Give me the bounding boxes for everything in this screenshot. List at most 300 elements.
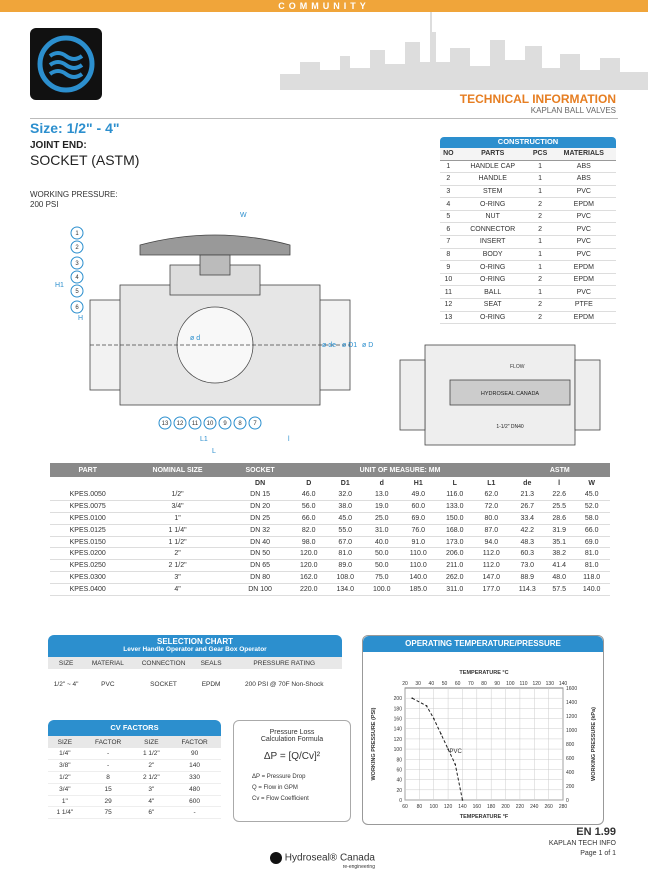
dims-cell: 94.0: [473, 536, 510, 548]
dims-cell: KPES.0400: [50, 583, 125, 595]
cv-cell: -: [82, 760, 135, 772]
dims-cell: 81.0: [573, 548, 610, 560]
col-unit: UNIT OF MEASURE: MM: [290, 463, 509, 477]
dims-cell: 38.2: [545, 548, 573, 560]
dims-cell: 67.0: [327, 536, 364, 548]
x-tick-label: 100: [429, 804, 438, 810]
y-right-tick-label: 600: [566, 756, 575, 762]
valve-top-view: [395, 340, 605, 450]
chart-title: OPERATING TEMPERATURE/PRESSURE: [363, 636, 603, 652]
dims-cell: 50.0: [364, 548, 401, 560]
working-pressure-label: WORKING PRESSURE:: [30, 190, 118, 199]
dims-cell: 118.0: [573, 572, 610, 584]
cv-cell: 29: [82, 795, 135, 807]
construction-cell: PVC: [552, 223, 616, 236]
cv-cell: 2": [134, 760, 168, 772]
formula-line-3: Cv = Flow Coefficient: [252, 796, 309, 802]
dims-cell: 110.0: [400, 548, 437, 560]
dims-cell: 185.0: [400, 583, 437, 595]
dims-cell: 91.0: [400, 536, 437, 548]
dims-cell: 134.0: [327, 583, 364, 595]
dims-cell: 31.0: [364, 524, 401, 536]
construction-cell: HANDLE CAP: [457, 160, 529, 173]
dims-cell: 140.0: [400, 572, 437, 584]
dims-cell: DN 50: [230, 548, 291, 560]
x-tick-label: 80: [416, 804, 423, 810]
cv-col-factor2: FACTOR: [168, 736, 221, 748]
dims-cell: 81.0: [327, 548, 364, 560]
dims-row: [50, 560, 610, 572]
construction-cell: INSERT: [457, 236, 529, 249]
cv-cell: 480: [168, 783, 221, 795]
construction-title: CONSTRUCTION: [440, 137, 616, 148]
cv-cell: 1/2": [48, 772, 82, 784]
cv-row: [48, 760, 221, 772]
dims-row: [50, 524, 610, 536]
callout-number: 3: [75, 261, 79, 267]
dims-row: [50, 572, 610, 584]
construction-cell: EPDM: [552, 311, 616, 324]
series-point: [462, 799, 464, 801]
dims-subheader: L1: [473, 477, 510, 489]
dims-cell: 1 1/4": [125, 524, 229, 536]
cv-col-size: SIZE: [48, 736, 82, 748]
y-right-tick-label: 400: [566, 770, 575, 776]
dim-label-w: W: [240, 212, 247, 219]
temp-pressure-chart: [362, 635, 604, 825]
series-point: [440, 733, 442, 735]
joint-end-value: SOCKET (ASTM): [30, 152, 140, 168]
size-range: Size: 1/2" - 4": [30, 120, 120, 136]
dims-cell: 33.4: [510, 513, 545, 525]
dim-label-d: ø d: [190, 335, 201, 342]
construction-cell: O-RING: [457, 261, 529, 274]
flow-text: FLOW: [510, 364, 525, 370]
construction-cell: PTFE: [552, 299, 616, 312]
construction-cell: STEM: [457, 185, 529, 198]
dims-cell: KPES.0300: [50, 572, 125, 584]
x-top-tick-label: 100: [506, 681, 515, 687]
dims-cell: 108.0: [327, 572, 364, 584]
dim-label-h: H: [78, 315, 84, 322]
cv-row: [48, 783, 221, 795]
y-tick-label: 160: [393, 716, 402, 723]
callout-number: 8: [238, 421, 242, 427]
x-tick-label: 160: [472, 804, 481, 810]
construction-row: [440, 261, 616, 274]
construction-cell: EPDM: [552, 261, 616, 274]
dims-cell: 32.0: [327, 489, 364, 501]
construction-cell: 1: [529, 236, 552, 249]
dims-cell: 80.0: [473, 513, 510, 525]
dims-cell: 100.0: [364, 583, 401, 595]
x-tick-label: 120: [443, 804, 453, 810]
cv-cell: 3/4": [48, 783, 82, 795]
y-tick-label: 80: [396, 757, 402, 764]
col-materials: MATERIALS: [552, 148, 616, 160]
construction-row: [440, 223, 616, 236]
callout-number: 11: [191, 421, 199, 427]
x-tick-label: 260: [544, 804, 553, 810]
dims-cell: 220.0: [290, 583, 327, 595]
page-number: Page 1 of 1: [580, 850, 616, 857]
dims-subheader: de: [510, 477, 545, 489]
cv-cell: 330: [168, 772, 221, 784]
construction-cell: 1: [529, 173, 552, 186]
dims-cell: 52.0: [573, 501, 610, 513]
dims-cell: 88.9: [510, 572, 545, 584]
cv-factors: [48, 720, 221, 819]
y-right-tick-label: 200: [566, 784, 575, 790]
dims-cell: DN 65: [230, 560, 291, 572]
y-tick-label: 20: [396, 787, 402, 794]
dims-cell: 50.0: [364, 560, 401, 572]
dims-cell: KPES.0050: [50, 489, 125, 501]
col-pcs: PCS: [529, 148, 552, 160]
dims-cell: 1 1/2": [125, 536, 229, 548]
pressure-loss-formula: [233, 720, 351, 822]
brand-stamp: HYDROSEAL CANADA: [480, 391, 540, 397]
x-tick-label: 180: [487, 804, 496, 810]
dims-cell: 45.0: [573, 489, 610, 501]
construction-row: [440, 173, 616, 186]
dims-subheader: D1: [327, 477, 364, 489]
series-point: [411, 697, 413, 699]
construction-cell: ABS: [552, 173, 616, 186]
callout-number: 12: [176, 421, 184, 427]
cv-cell: 3/8": [48, 760, 82, 772]
dims-cell: 311.0: [437, 583, 474, 595]
callout-number: 2: [75, 245, 79, 251]
dims-cell: KPES.0100: [50, 513, 125, 525]
dims-cell: 168.0: [437, 524, 474, 536]
x-tick-label: 200: [501, 804, 510, 810]
brand-logo: [30, 28, 102, 100]
dims-cell: 25.0: [364, 513, 401, 525]
dims-cell: 150.0: [437, 513, 474, 525]
construction-cell: 1: [529, 248, 552, 261]
construction-cell: BALL: [457, 286, 529, 299]
sel-col-connection: CONNECTION: [131, 657, 195, 669]
sel-col-pressure: PRESSURE RATING: [227, 657, 343, 669]
dims-subheader: d: [364, 477, 401, 489]
x-tick-label: 240: [530, 804, 539, 810]
dims-cell: 112.0: [473, 560, 510, 572]
construction-cell: 1: [529, 261, 552, 274]
x-top-tick-label: 20: [402, 681, 408, 687]
doc-info: KAPLAN TECH INFO: [548, 840, 616, 847]
dims-cell: 87.0: [473, 524, 510, 536]
selection-subtitle: Lever Handle Operator and Gear Box Operator: [123, 646, 267, 653]
cv-cell: 600: [168, 795, 221, 807]
dims-cell: 206.0: [437, 548, 474, 560]
valve-section-drawing: [50, 205, 380, 455]
construction-row: [440, 311, 616, 324]
footer-brand-text: Hydroseal® Canada: [284, 852, 375, 864]
dims-cell: 2": [125, 548, 229, 560]
y-tick-label: 100: [393, 747, 402, 754]
footer-tagline: re-engineering: [342, 864, 375, 870]
sel-size: 1/2" ~ 4": [53, 680, 79, 688]
cv-col-factor: FACTOR: [82, 736, 135, 748]
dims-cell: 120.0: [290, 548, 327, 560]
dims-cell: 55.0: [327, 524, 364, 536]
x-tick-label: 140: [458, 804, 467, 810]
dims-cell: 2 1/2": [125, 560, 229, 572]
dims-row: [50, 513, 610, 525]
joint-end-label: JOINT END:: [30, 140, 87, 151]
sel-pressure: 200 PSI @ 70F Non-Shock: [245, 680, 324, 688]
x-top-tick-label: 50: [441, 681, 448, 687]
construction-cell: 2: [440, 173, 457, 186]
formula-line-1: ΔP = Pressure Drop: [252, 774, 306, 780]
cv-cell: 6": [134, 807, 168, 819]
dims-cell: 42.2: [510, 524, 545, 536]
dims-cell: 69.0: [400, 513, 437, 525]
dims-cell: 177.0: [473, 583, 510, 595]
construction-row: [440, 248, 616, 261]
footer-brand: [270, 852, 375, 870]
dims-cell: DN 25: [230, 513, 291, 525]
construction-cell: 6: [440, 223, 457, 236]
dims-cell: 60.0: [400, 501, 437, 513]
dims-cell: 1/2": [125, 489, 229, 501]
x-top-tick-label: 80: [481, 681, 487, 687]
construction-cell: 1: [529, 160, 552, 173]
dims-cell: 1": [125, 513, 229, 525]
y-tick-label: 180: [393, 706, 402, 713]
cv-cell: -: [82, 748, 135, 760]
dims-cell: 81.0: [573, 560, 610, 572]
dims-cell: 58.0: [573, 513, 610, 525]
page-title: TECHNICAL INFORMATION: [459, 92, 616, 106]
dims-cell: 60.3: [510, 548, 545, 560]
sel-connection: SOCKET: [150, 680, 177, 688]
cv-cell: 1": [48, 795, 82, 807]
col-nominal: NOMINAL SIZE: [125, 463, 229, 477]
dims-cell: 31.9: [545, 524, 573, 536]
construction-cell: 2: [529, 210, 552, 223]
cv-cell: 90: [168, 748, 221, 760]
dims-cell: KPES.0250: [50, 560, 125, 572]
cv-cell: -: [168, 807, 221, 819]
dims-subheader: L: [437, 477, 474, 489]
construction-cell: 2: [529, 311, 552, 324]
x-tick-label: 60: [402, 804, 408, 810]
selection-title: SELECTION CHART: [157, 637, 233, 646]
x-top-tick-label: 70: [468, 681, 474, 687]
x-top-tick-label: 140: [558, 681, 568, 687]
formula-line-2: Q = Flow in GPM: [252, 785, 298, 791]
sel-col-seals: SEALS: [196, 657, 227, 669]
chart-svg: [363, 652, 603, 824]
y-axis-label: WORKING PRESSURE (PSI): [371, 707, 377, 781]
construction-cell: 7: [440, 236, 457, 249]
y-tick-label: 0: [399, 798, 402, 804]
series-point: [433, 718, 435, 720]
construction-cell: ABS: [552, 160, 616, 173]
dims-subheader: W: [573, 477, 610, 489]
dims-cell: 48.0: [545, 572, 573, 584]
y-tick-label: 60: [396, 767, 402, 774]
dims-cell: 56.0: [290, 501, 327, 513]
y-tick-label: 140: [393, 726, 402, 733]
dims-subheader: l: [545, 477, 573, 489]
construction-cell: 5: [440, 210, 457, 223]
y-right-axis-label: WORKING PRESSURE (kPa): [591, 707, 597, 781]
series-point: [454, 764, 456, 766]
cv-cell: 8: [82, 772, 135, 784]
construction-cell: 13: [440, 311, 457, 324]
size-stamp: 1-1/2" DN40: [496, 424, 524, 430]
construction-cell: 2: [529, 223, 552, 236]
construction-cell: 8: [440, 248, 457, 261]
callout-number: 4: [75, 275, 79, 281]
y-right-tick-label: 1400: [566, 700, 578, 706]
cv-cell: 2 1/2": [134, 772, 168, 784]
dims-cell: 21.3: [510, 489, 545, 501]
dims-cell: DN 100: [230, 583, 291, 595]
construction-cell: BODY: [457, 248, 529, 261]
x-top-tick-label: 120: [532, 681, 541, 687]
dims-cell: 112.0: [473, 548, 510, 560]
x-top-tick-label: 30: [415, 681, 421, 687]
dims-cell: 57.5: [545, 583, 573, 595]
dims-cell: DN 15: [230, 489, 291, 501]
dims-cell: 69.0: [573, 536, 610, 548]
dims-cell: DN 80: [230, 572, 291, 584]
construction-cell: O-RING: [457, 273, 529, 286]
dims-row: [50, 501, 610, 513]
col-part: PART: [50, 463, 125, 477]
construction-cell: 10: [440, 273, 457, 286]
dims-cell: 4": [125, 583, 229, 595]
construction-cell: EPDM: [552, 273, 616, 286]
construction-cell: CONNECTOR: [457, 223, 529, 236]
construction-cell: EPDM: [552, 198, 616, 211]
col-no: NO: [440, 148, 457, 160]
construction-row: [440, 198, 616, 211]
dims-cell: 211.0: [437, 560, 474, 572]
dims-subheader: DN: [230, 477, 291, 489]
dims-subheader: H1: [400, 477, 437, 489]
dims-cell: 89.0: [327, 560, 364, 572]
cv-cell: 1/4": [48, 748, 82, 760]
cv-row: [48, 748, 221, 760]
dims-cell: 114.3: [510, 583, 545, 595]
x-top-tick-label: 60: [454, 681, 461, 687]
y-tick-label: 200: [393, 696, 402, 703]
x-top-tick-label: 90: [494, 681, 500, 687]
dim-label-l-small: l: [288, 436, 290, 443]
dims-cell: KPES.0200: [50, 548, 125, 560]
dims-subheader: D: [290, 477, 327, 489]
y-tick-label: 40: [396, 777, 402, 784]
construction-cell: 1: [440, 160, 457, 173]
construction-row: [440, 210, 616, 223]
dims-cell: 62.0: [473, 489, 510, 501]
working-pressure-value: 200 PSI: [30, 200, 59, 209]
dims-cell: 73.0: [510, 560, 545, 572]
dimensions-table: [50, 463, 610, 596]
construction-row: [440, 185, 616, 198]
dims-cell: KPES.0150: [50, 536, 125, 548]
dim-label-l: L: [212, 448, 216, 455]
callout-number: 1: [75, 231, 79, 237]
dims-cell: 110.0: [400, 560, 437, 572]
dims-row: [50, 489, 610, 501]
col-astm: ASTM: [510, 463, 610, 477]
community-label: COMMUNITY: [278, 1, 370, 11]
dims-cell: 19.0: [364, 501, 401, 513]
dims-cell: 75.0: [364, 572, 401, 584]
construction-cell: 9: [440, 261, 457, 274]
doc-code: EN 1.99: [576, 826, 616, 838]
selection-chart: [48, 635, 342, 699]
construction-cell: 2: [529, 299, 552, 312]
dims-cell: 116.0: [437, 489, 474, 501]
construction-cell: 1: [529, 185, 552, 198]
dims-cell: 3": [125, 572, 229, 584]
y-right-tick-label: 1600: [566, 686, 578, 692]
dims-cell: 133.0: [437, 501, 474, 513]
skyline-graphic: [280, 12, 648, 90]
construction-cell: PVC: [552, 248, 616, 261]
construction-cell: 4: [440, 198, 457, 211]
construction-cell: PVC: [552, 236, 616, 249]
cv-cell: 3": [134, 783, 168, 795]
dims-row: [50, 536, 610, 548]
cv-cell: 15: [82, 783, 135, 795]
construction-cell: 1: [529, 286, 552, 299]
cv-row: [48, 795, 221, 807]
dims-cell: DN 32: [230, 524, 291, 536]
x-tick-label: 280: [558, 804, 568, 810]
cv-col-size2: SIZE: [134, 736, 168, 748]
dims-cell: 140.0: [573, 583, 610, 595]
construction-cell: SEAT: [457, 299, 529, 312]
callout-number: 9: [223, 421, 227, 427]
dims-row: [50, 548, 610, 560]
x-tick-label: 220: [515, 804, 525, 810]
construction-cell: HANDLE: [457, 173, 529, 186]
construction-cell: O-RING: [457, 198, 529, 211]
dims-cell: 173.0: [437, 536, 474, 548]
construction-cell: PVC: [552, 286, 616, 299]
sel-col-material: MATERIAL: [84, 657, 131, 669]
cv-title: CV FACTORS: [48, 720, 221, 736]
cv-cell: 1 1/2": [134, 748, 168, 760]
callout-number: 7: [253, 421, 257, 427]
callout-number: 10: [206, 421, 214, 427]
dims-cell: 98.0: [290, 536, 327, 548]
x-top-tick-label: 130: [545, 681, 555, 687]
construction-row: [440, 286, 616, 299]
y-right-tick-label: 800: [566, 742, 575, 748]
dims-cell: 66.0: [573, 524, 610, 536]
sel-seals: EPDM: [201, 680, 221, 688]
dims-cell: 262.0: [437, 572, 474, 584]
dims-cell: 28.6: [545, 513, 573, 525]
dims-cell: 48.3: [510, 536, 545, 548]
dims-cell: KPES.0125: [50, 524, 125, 536]
dims-cell: 72.0: [473, 501, 510, 513]
dims-cell: 162.0: [290, 572, 327, 584]
dims-cell: 40.0: [364, 536, 401, 548]
dims-cell: 35.1: [545, 536, 573, 548]
cv-cell: 4": [134, 795, 168, 807]
dims-cell: KPES.0075: [50, 501, 125, 513]
